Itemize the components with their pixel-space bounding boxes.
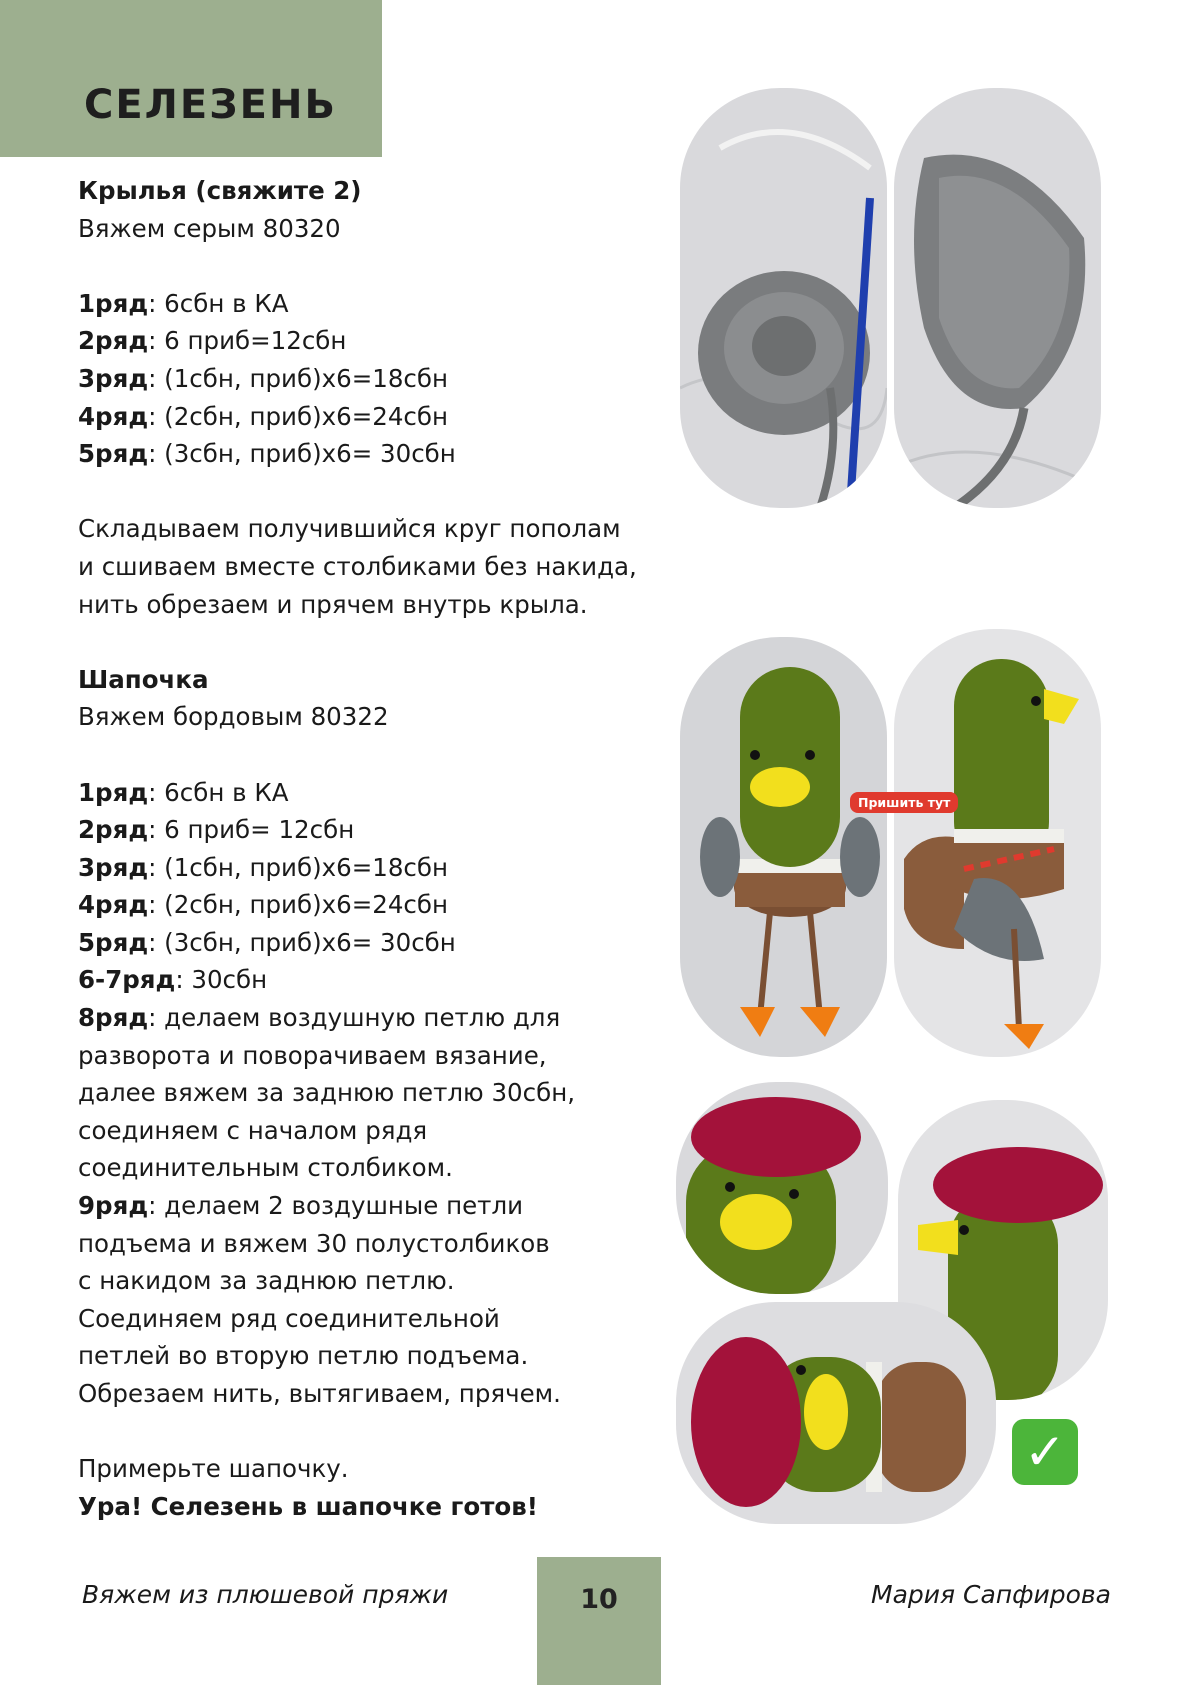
- photo-wing-folded: [894, 88, 1101, 508]
- hat-row: 5ряд: (3сбн, приб)х6= 30сбн: [78, 927, 456, 957]
- hat-row-8-line: разворота и поворачиваем вязание,: [78, 1040, 547, 1070]
- page-number-box: [537, 1557, 661, 1685]
- hat-row: 1ряд: 6сбн в КА: [78, 777, 289, 807]
- wings-note-line: Складываем получившийся круг пополам: [78, 514, 621, 544]
- wings-yarn: Вяжем серым 80320: [78, 213, 341, 243]
- photo-hat-front: [676, 1082, 888, 1294]
- wings-heading: Крылья (свяжите 2): [78, 176, 362, 205]
- wings-row: 1ряд: 6сбн в КА: [78, 288, 289, 318]
- sew-here-label: Пришить тут: [850, 792, 958, 813]
- wings-row: 5ряд: (3сбн, приб)х6= 30сбн: [78, 439, 456, 469]
- hat-row-9-line: Обрезаем нить, вытягиваем, прячем.: [78, 1379, 561, 1408]
- hat-row-9-line: Соединяем ряд соединительной: [78, 1303, 500, 1333]
- hat-row-9-line: подъема и вяжем 30 полустолбиков: [78, 1228, 550, 1258]
- photo-duck-side: [894, 629, 1101, 1057]
- photo-duck-front: [680, 637, 887, 1057]
- hat-row-8-line: соединительным столбиком.: [78, 1153, 453, 1183]
- hat-row-8-line: соединяем с началом рядя: [78, 1115, 428, 1145]
- hat-yarn: Вяжем бордовым 80322: [78, 702, 389, 732]
- footer-book-title: Вяжем из плюшевой пряжи: [82, 1580, 449, 1609]
- instructions: [78, 172, 678, 1525]
- try-on-text: Примерьте шапочку.: [78, 1454, 349, 1484]
- footer-author: Мария Сапфирова: [871, 1580, 1111, 1609]
- hat-row-9-line: с накидом за заднюю петлю.: [78, 1266, 455, 1296]
- hat-row-8-line: далее вяжем за заднюю петлю 30сбн,: [78, 1078, 575, 1108]
- page-title: СЕЛЕЗЕНЬ: [84, 82, 337, 128]
- title-block: [0, 0, 382, 157]
- wings-note-line: нить обрезаем и прячем внутрь крыла.: [78, 589, 588, 619]
- page-number: 10: [580, 1584, 618, 1615]
- hat-row-9-line: петлей во вторую петлю подъема.: [78, 1341, 529, 1371]
- hat-row-9: 9ряд: делаем 2 воздушные петли: [78, 1191, 524, 1221]
- photo-hat-lying: [676, 1302, 996, 1524]
- hat-row-8: 8ряд: делаем воздушную петлю для: [78, 1003, 561, 1033]
- final-text: Ура! Селезень в шапочке готов!: [78, 1491, 538, 1521]
- wings-row: 3ряд: (1сбн, приб)х6=18сбн: [78, 363, 449, 393]
- wings-row: 2ряд: 6 приб=12сбн: [78, 326, 347, 356]
- hat-row: 6-7ряд: 30сбн: [78, 965, 268, 995]
- photo-wing-circle: [680, 88, 887, 508]
- wings-row: 4ряд: (2сбн, приб)х6=24сбн: [78, 401, 449, 431]
- hat-row: 4ряд: (2сбн, приб)х6=24сбн: [78, 890, 449, 920]
- wings-note-line: и сшиваем вместе столбиками без накида,: [78, 551, 637, 581]
- hat-row: 2ряд: 6 приб= 12сбн: [78, 815, 355, 845]
- hat-heading: Шапочка: [78, 664, 209, 694]
- hat-row: 3ряд: (1сбн, приб)х6=18сбн: [78, 852, 449, 882]
- check-mark-icon: ✓: [1012, 1419, 1078, 1485]
